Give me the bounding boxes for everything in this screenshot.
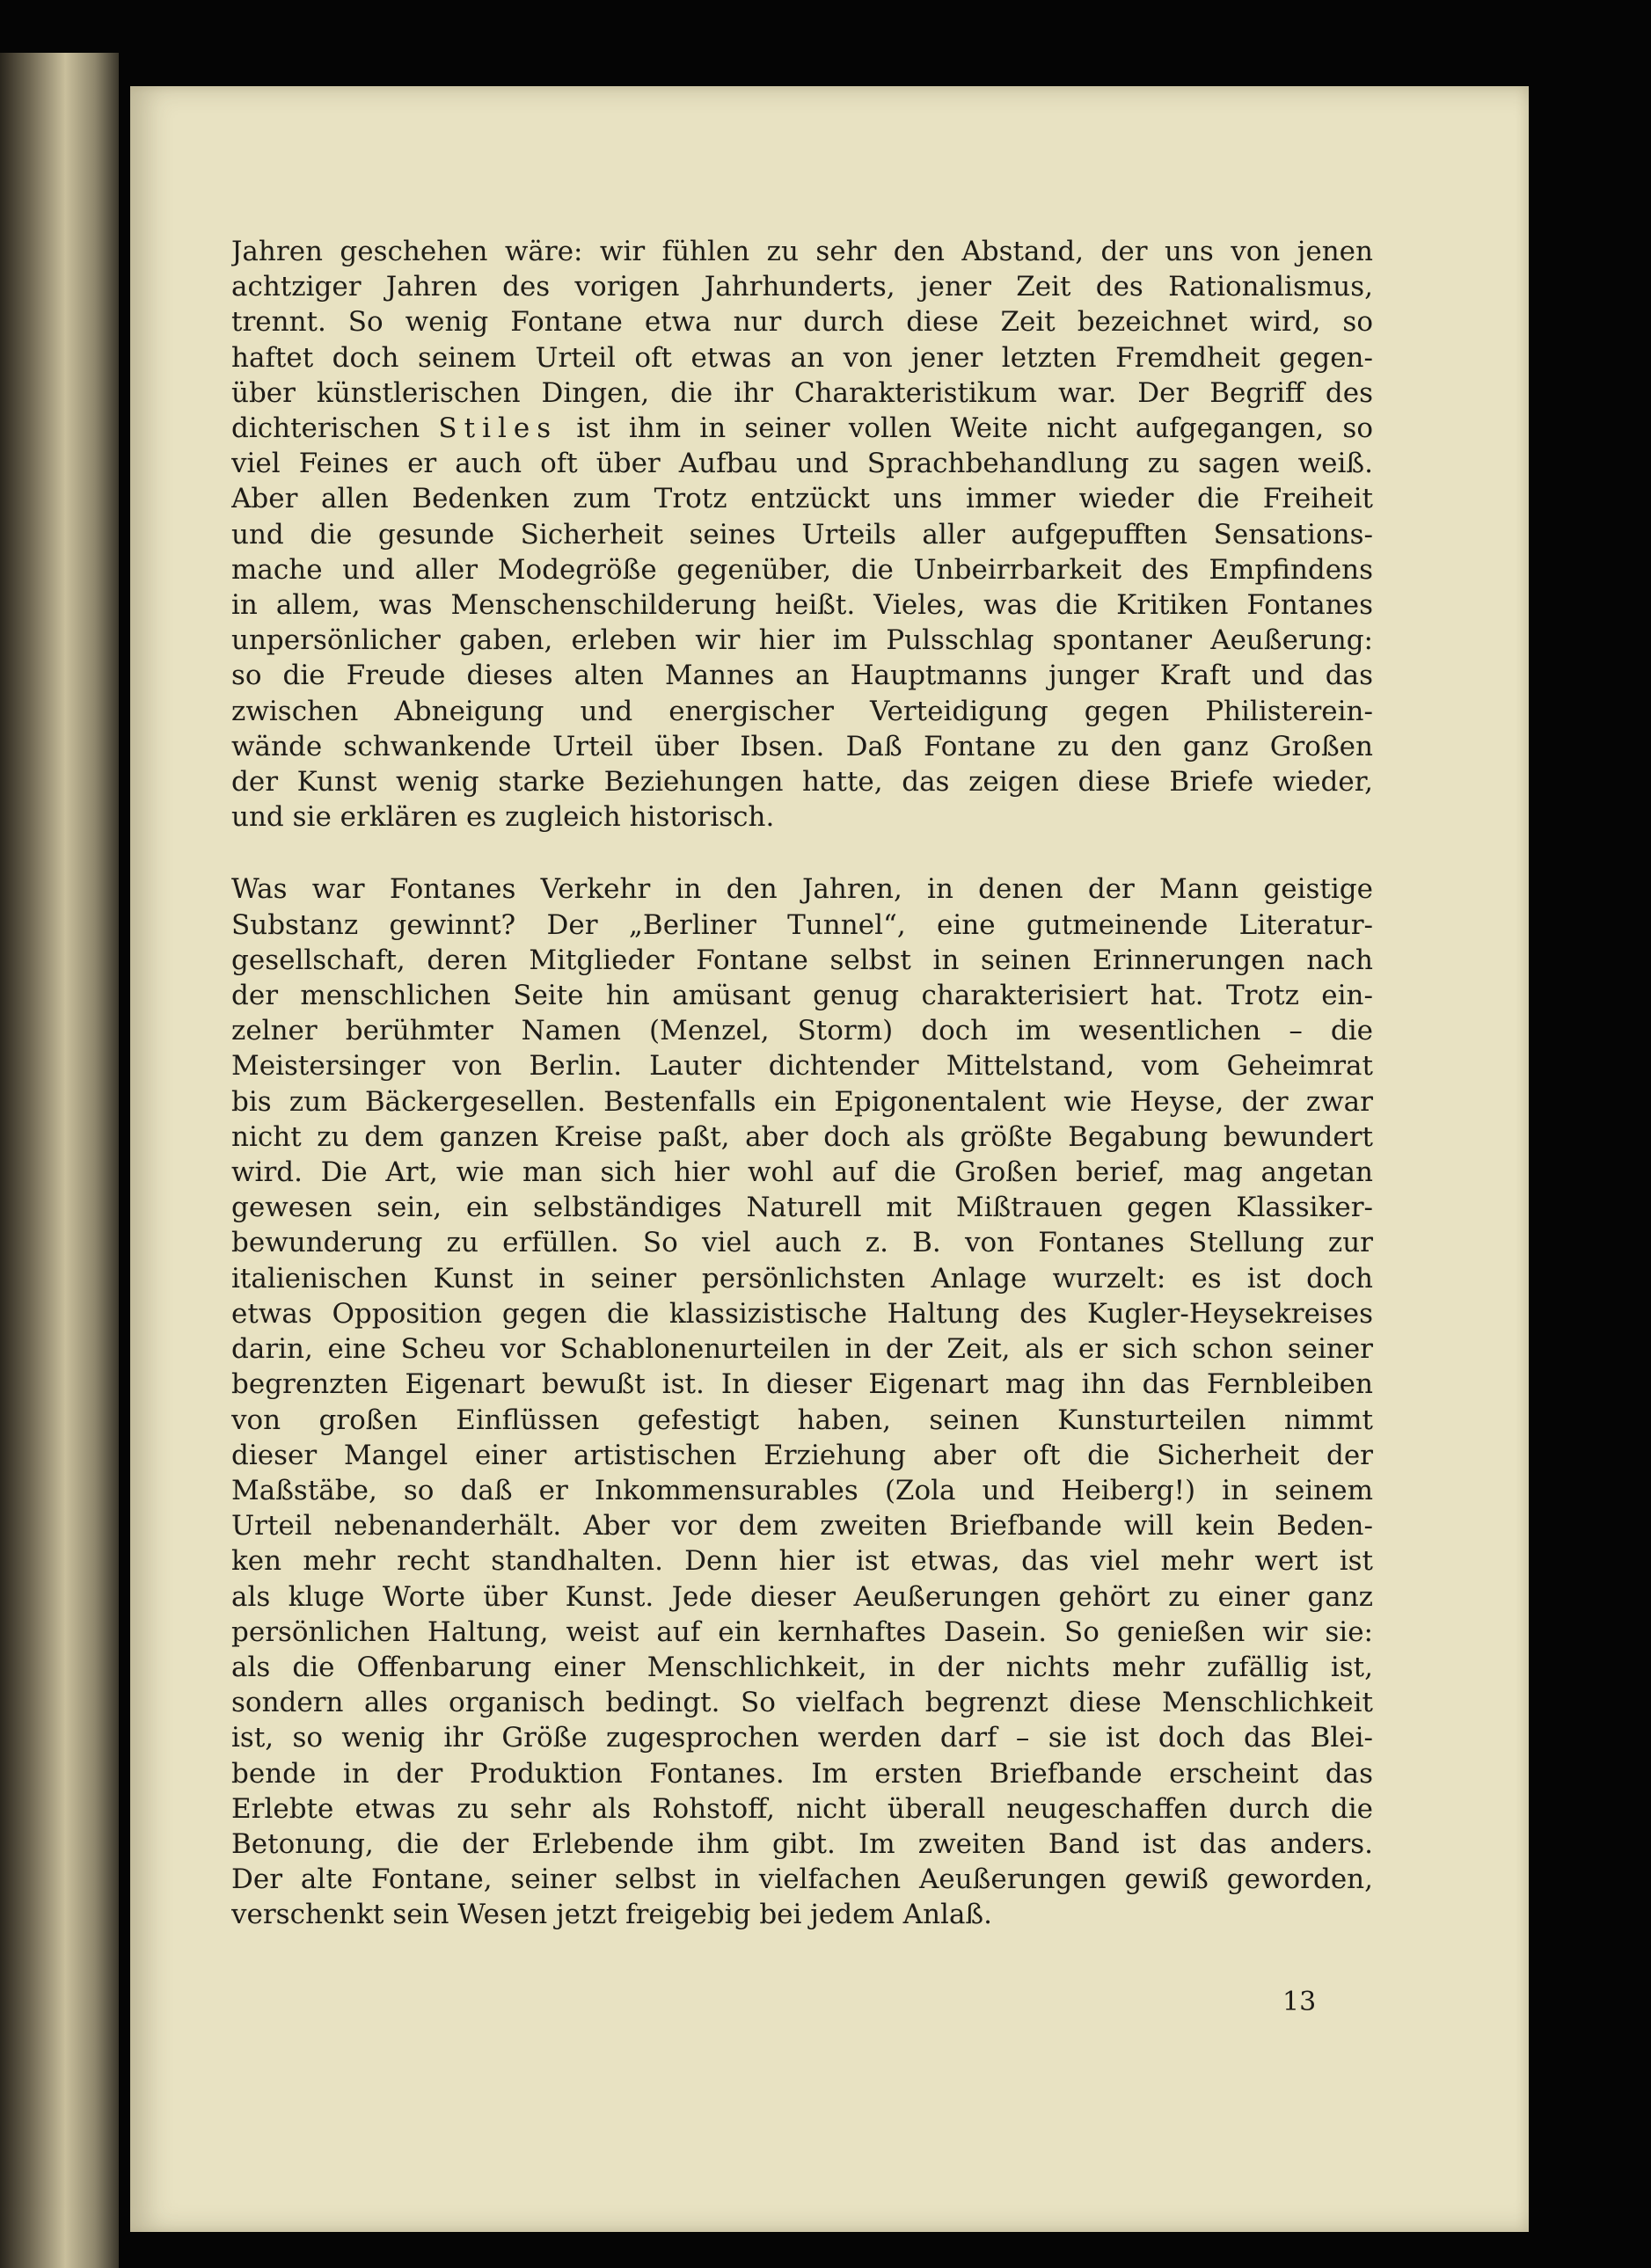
- text-line: der Kunst wenig starke Beziehungen hatte, das zeigen diese Briefe wieder,: [231, 766, 1373, 799]
- text-line: nicht zu dem ganzen Kreise paßt, aber doch als größte Begabung bewundert: [231, 1120, 1373, 1153]
- text-line: als kluge Worte über Kunst. Jede dieser Aeußerungen gehört zu einer ganz: [231, 1580, 1373, 1613]
- text-line: Urteil nebenanderhält. Aber vor dem zweiten Briefbande will kein Beden-: [231, 1510, 1373, 1542]
- text-line: begrenzten Eigenart bewußt ist. In dieser Eigenart mag ihn das Fernbleiben: [231, 1368, 1373, 1401]
- text-line: zwischen Abneigung und energischer Verteidigung gegen Philisterein-: [231, 695, 1373, 727]
- paragraph-2: [231, 871, 1373, 1932]
- text-line: bis zum Bäckergesellen. Bestenfalls ein Epigonentalent wie Heyse, der zwar: [231, 1085, 1373, 1118]
- text-line: trennt. So wenig Fontane etwa nur durch diese Zeit bezeichnet wird, so: [231, 306, 1373, 339]
- text-line: mache und aller Modegröße gegenüber, die Unbeirrbarkeit des Empfindens: [231, 553, 1373, 586]
- text-line: verschenkt sein Wesen jetzt freigebig bei jedem Anlaß.: [231, 1899, 992, 1931]
- text-line: so die Freude dieses alten Mannes an Hauptmanns junger Kraft und das: [231, 660, 1373, 692]
- paragraph-1: [231, 234, 1373, 835]
- text-line: Betonung, die der Erlebende ihm gibt. Im zweiten Band ist das anders.: [231, 1827, 1373, 1860]
- text-line: Erlebte etwas zu sehr als Rohstoff, nicht überall neugeschaffen durch die: [231, 1792, 1373, 1825]
- emphasized-word: Stiles: [438, 412, 559, 445]
- text-line: sondern alles organisch bedingt. So vielfach begrenzt diese Menschlichkeit: [231, 1687, 1373, 1719]
- text-line: über künstlerischen Dingen, die ihr Charakteristikum war. Der Begriff des: [231, 376, 1373, 409]
- text-line: gewesen sein, ein selbständiges Naturell mit Mißtrauen gegen Klassiker-: [231, 1192, 1373, 1224]
- text-line: bende in der Produktion Fontanes. Im ersten Briefbande erscheint das: [231, 1757, 1373, 1790]
- text-line: ken mehr recht standhalten. Denn hier ist etwas, das viel mehr wert ist: [231, 1545, 1373, 1578]
- text-line: achtziger Jahren des vorigen Jahrhunderts, jener Zeit des Rationalismus,: [231, 271, 1373, 303]
- text-line: der menschlichen Seite hin amüsant genug charakterisiert hat. Trotz ein-: [231, 980, 1373, 1012]
- text-line: Maßstäbe, so daß er Inkommensurables (Zola und Heiberg!) in seinem: [231, 1474, 1373, 1506]
- page-number: 13: [1282, 1987, 1317, 2017]
- text-fragment: ist ihm in seiner vollen Weite nicht aufgegangen, so: [558, 412, 1373, 445]
- text-line: dieser Mangel einer artistischen Erziehung aber oft die Sicherheit der: [231, 1439, 1373, 1471]
- text-line: viel Feines er auch oft über Aufbau und Sprachbehandlung zu sagen weiß.: [231, 448, 1373, 480]
- text-line: unpersönlicher gaben, erleben wir hier im Pulsschlag spontaner Aeußerung:: [231, 624, 1373, 657]
- text-line: und sie erklären es zugleich historisch.: [231, 801, 775, 834]
- text-line: wird. Die Art, wie man sich hier wohl auf die Großen berief, mag angetan: [231, 1156, 1373, 1189]
- text-line: Aber allen Bedenken zum Trotz entzückt uns immer wieder die Freiheit: [231, 483, 1373, 515]
- text-line: Meistersinger von Berlin. Lauter dichtender Mittelstand, vom Geheimrat: [231, 1050, 1373, 1083]
- text-line: Was war Fontanes Verkehr in den Jahren, in denen der Mann geistige: [231, 873, 1373, 906]
- page-sheet: [130, 86, 1529, 2232]
- text-line: in allem, was Menschenschilderung heißt. Vieles, was die Kritiken Fontanes: [231, 589, 1373, 622]
- text-line: italienischen Kunst in seiner persönlichsten Anlage wurzelt: es ist doch: [231, 1262, 1373, 1294]
- text-line: von großen Einflüssen gefestigt haben, seinen Kunsturteilen nimmt: [231, 1404, 1373, 1436]
- text-line: zelner berühmter Namen (Menzel, Storm) doch im wesentlichen – die: [231, 1015, 1373, 1047]
- book-spine-edge: [0, 53, 119, 2268]
- text-line: Der alte Fontane, seiner selbst in vielfachen Aeußerungen gewiß geworden,: [231, 1863, 1373, 1896]
- text-line: wände schwankende Urteil über Ibsen. Daß Fontane zu den ganz Großen: [231, 730, 1373, 762]
- body-text: [231, 234, 1373, 1933]
- text-line: bewunderung zu erfüllen. So viel auch z. B. von Fontanes Stellung zur: [231, 1227, 1373, 1259]
- text-line: haftet doch seinem Urteil oft etwas an von jener letzten Fremdheit gegen-: [231, 341, 1373, 374]
- text-line: [231, 411, 1373, 446]
- text-line: als die Offenbarung einer Menschlichkeit, in der nichts mehr zufällig ist,: [231, 1651, 1373, 1683]
- text-line: persönlichen Haltung, weist auf ein kernhaftes Dasein. So genießen wir sie:: [231, 1615, 1373, 1648]
- text-line: ist, so wenig ihr Größe zugesprochen werden darf – sie ist doch das Blei-: [231, 1722, 1373, 1754]
- text-line: darin, eine Scheu vor Schablonenurteilen in der Zeit, als er sich schon seiner: [231, 1333, 1373, 1366]
- text-line: etwas Opposition gegen die klassizistische Haltung des Kugler-Heysekreises: [231, 1297, 1373, 1330]
- text-line: Jahren geschehen wäre: wir fühlen zu sehr den Abstand, der uns von jenen: [231, 236, 1373, 267]
- text-line: und die gesunde Sicherheit seines Urteils aller aufgepufften Sensations-: [231, 518, 1373, 551]
- text-fragment: dichterischen: [231, 412, 439, 445]
- text-line: gesellschaft, deren Mitglieder Fontane selbst in seinen Erinnerungen nach: [231, 944, 1373, 976]
- text-line: Substanz gewinnt? Der „Berliner Tunnel“, eine gutmeinende Literatur-: [231, 908, 1373, 941]
